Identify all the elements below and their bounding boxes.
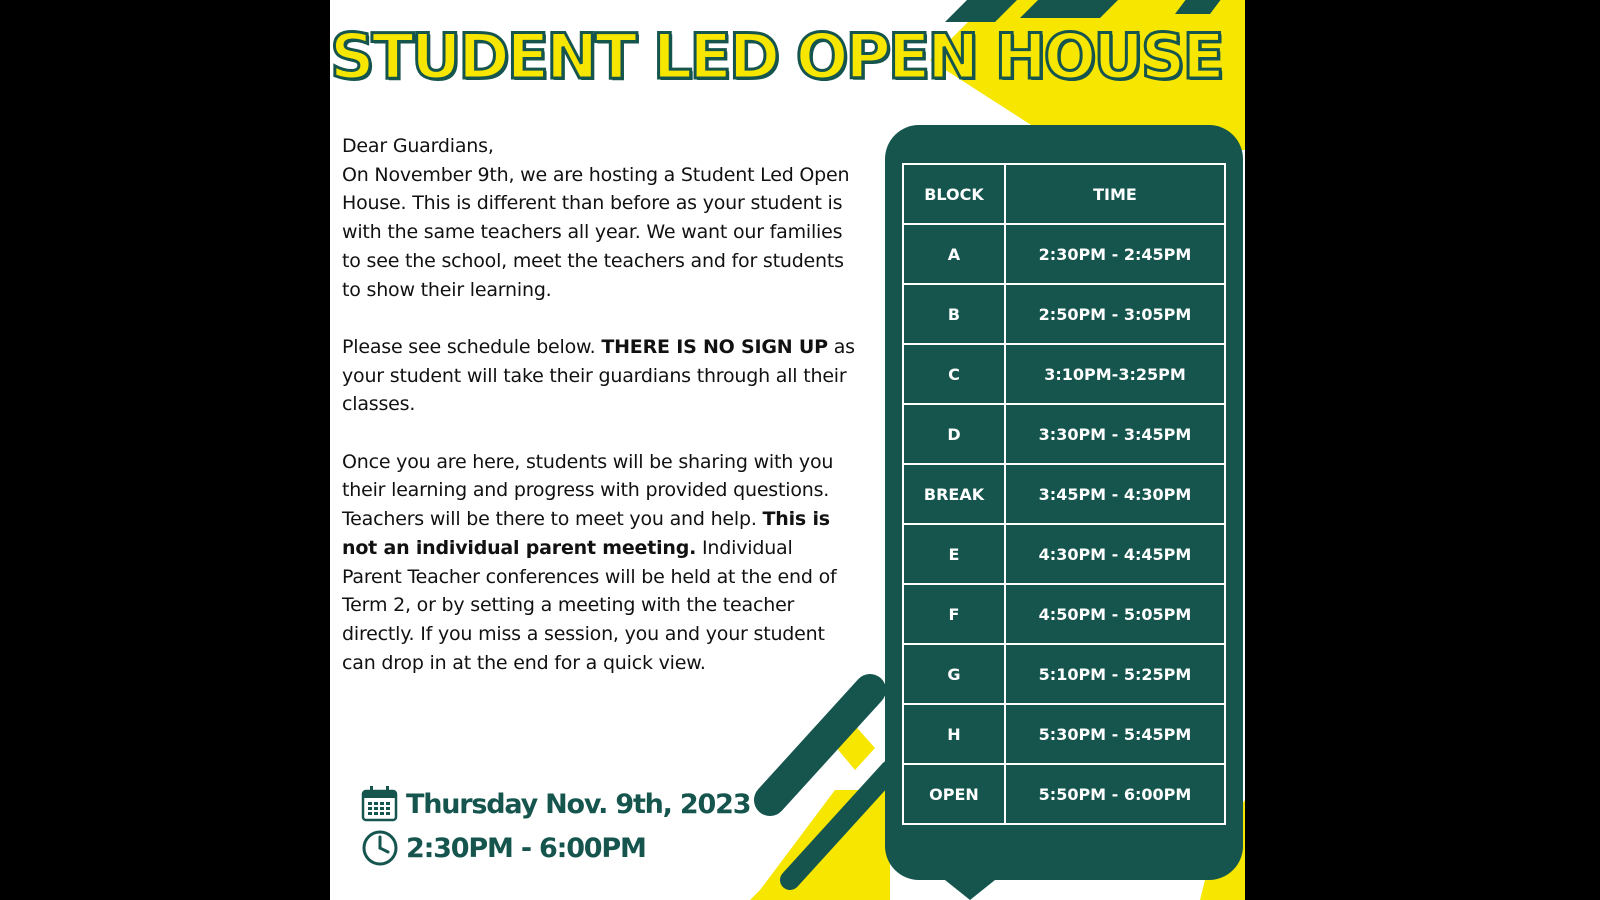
p2-text-end: as your student will take their guardians through all their classes.: [342, 335, 855, 416]
schedule-panel: [885, 125, 1243, 880]
event-details: [360, 782, 790, 870]
not-individual-meeting-notice: This is not an individual parent meeting.: [342, 508, 830, 559]
time-cell: 4:30PM - 4:45PM: [1005, 524, 1225, 584]
letter-paragraph-1: On November 9th, we are hosting a Student Led Open House. This is different than before as your student is with the same teachers all year. We want our families to see the school, meet the teachers and for students to show their learning.: [342, 163, 850, 301]
time-cell: 3:30PM - 3:45PM: [1005, 404, 1225, 464]
block-cell: E: [903, 524, 1005, 584]
block-cell: D: [903, 404, 1005, 464]
table-row: [903, 524, 1225, 584]
schedule-table: [902, 163, 1226, 825]
table-header-row: [903, 164, 1225, 224]
open-house-poster: [330, 0, 1245, 900]
p3-text-end: Individual Parent Teacher conferences will be held at the end of Term 2, or by setting a meeting with the teacher directly. If you miss a session, you and your student can drop in at the end for a quick view.: [342, 536, 837, 674]
block-cell: G: [903, 644, 1005, 704]
event-time: 2:30PM - 6:00PM: [406, 832, 646, 864]
block-cell: OPEN: [903, 764, 1005, 824]
clock-icon: [360, 828, 400, 868]
time-cell: 2:50PM - 3:05PM: [1005, 284, 1225, 344]
time-cell: 2:30PM - 2:45PM: [1005, 224, 1225, 284]
time-cell: 5:30PM - 5:45PM: [1005, 704, 1225, 764]
block-cell: A: [903, 224, 1005, 284]
table-row: [903, 704, 1225, 764]
block-cell: F: [903, 584, 1005, 644]
table-row: [903, 644, 1225, 704]
event-date-row: [360, 782, 790, 826]
table-row: [903, 224, 1225, 284]
event-date: Thursday Nov. 9th, 2023: [406, 788, 751, 820]
table-row: [903, 764, 1225, 824]
event-time-row: [360, 826, 790, 870]
time-cell: 3:10PM-3:25PM: [1005, 344, 1225, 404]
block-cell: H: [903, 704, 1005, 764]
time-cell: 3:45PM - 4:30PM: [1005, 464, 1225, 524]
table-row: [903, 284, 1225, 344]
table-row: [903, 404, 1225, 464]
time-cell: 5:50PM - 6:00PM: [1005, 764, 1225, 824]
p3-text-start: Once you are here, students will be sharing with you their learning and progress with provided questions. Teachers will be there to meet you and help.: [342, 450, 834, 531]
header-block: BLOCK: [903, 164, 1005, 224]
letter-paragraph-3: [342, 448, 857, 678]
p2-text-start: Please see schedule below.: [342, 335, 596, 358]
table-row: [903, 584, 1225, 644]
block-cell: B: [903, 284, 1005, 344]
page-title: STUDENT LED OPEN HOUSE: [330, 20, 1222, 93]
time-cell: 4:50PM - 5:05PM: [1005, 584, 1225, 644]
time-cell: 5:10PM - 5:25PM: [1005, 644, 1225, 704]
no-signup-notice: THERE IS NO SIGN UP: [601, 335, 828, 358]
letter-greeting: Dear Guardians,: [342, 135, 494, 157]
table-row: [903, 464, 1225, 524]
guardian-letter: [342, 132, 857, 706]
calendar-icon: [360, 784, 400, 824]
block-cell: C: [903, 344, 1005, 404]
letter-paragraph-2: [342, 333, 857, 419]
block-cell: BREAK: [903, 464, 1005, 524]
table-row: [903, 344, 1225, 404]
header-time: TIME: [1005, 164, 1225, 224]
